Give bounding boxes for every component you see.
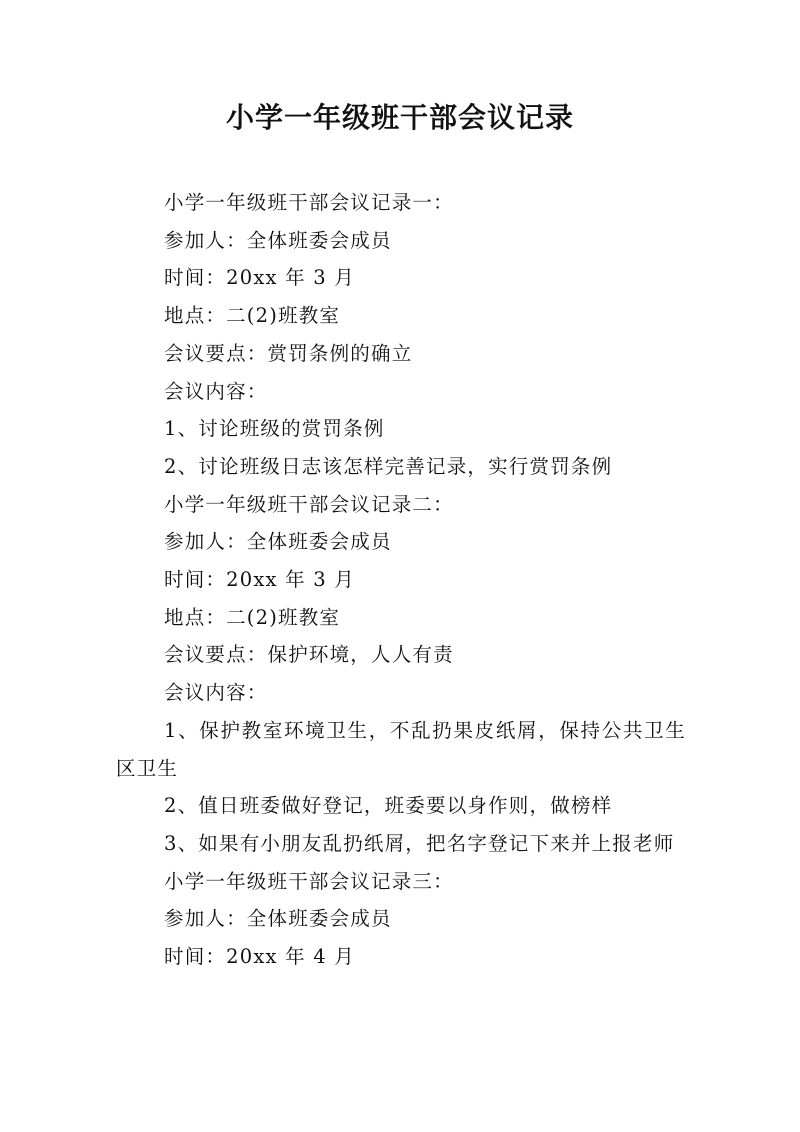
paragraph: 地点：二(2)班教室: [164, 605, 341, 629]
paragraph: 参加人：全体班委会成员: [164, 228, 392, 252]
paragraph: 小学一年级班干部会议记录一：: [164, 191, 454, 214]
document-body: [116, 184, 686, 976]
paragraph: 参加人：全体班委会成员: [164, 907, 392, 931]
paragraph: 3、如果有小朋友乱扔纸屑，把名字登记下来并上报老师: [164, 831, 675, 855]
paragraph: 时间：20xx 年 3 月: [164, 568, 355, 592]
paragraph: 2、值日班委做好登记，班委要以身作则，做榜样: [164, 794, 613, 818]
paragraph: 小学一年级班干部会议记录二：: [164, 492, 454, 516]
paragraph: 地点：二(2)班教室: [164, 304, 341, 328]
paragraph: 参加人：全体班委会成员: [164, 530, 392, 554]
document-title: 小学一年级班干部会议记录: [225, 101, 574, 134]
paragraph: 会议要点：赏罚条例的确立: [164, 341, 413, 365]
paragraph: 2、讨论班级日志该怎样完善记录，实行赏罚条例: [164, 454, 613, 478]
paragraph: 1、保护教室环境卫生，不乱扔果皮纸屑，保持公共卫生区卫生: [116, 718, 686, 780]
paragraph: 会议内容：: [164, 379, 268, 403]
paragraph: 会议内容：: [164, 681, 268, 705]
paragraph: 1、讨论班级的赏罚条例: [164, 417, 385, 441]
paragraph: 会议要点：保护环境，人人有责: [164, 643, 454, 667]
paragraph: 时间：20xx 年 4 月: [164, 945, 355, 969]
paragraph: 时间：20xx 年 3 月: [164, 266, 355, 290]
paragraph: 小学一年级班干部会议记录三：: [164, 869, 454, 893]
